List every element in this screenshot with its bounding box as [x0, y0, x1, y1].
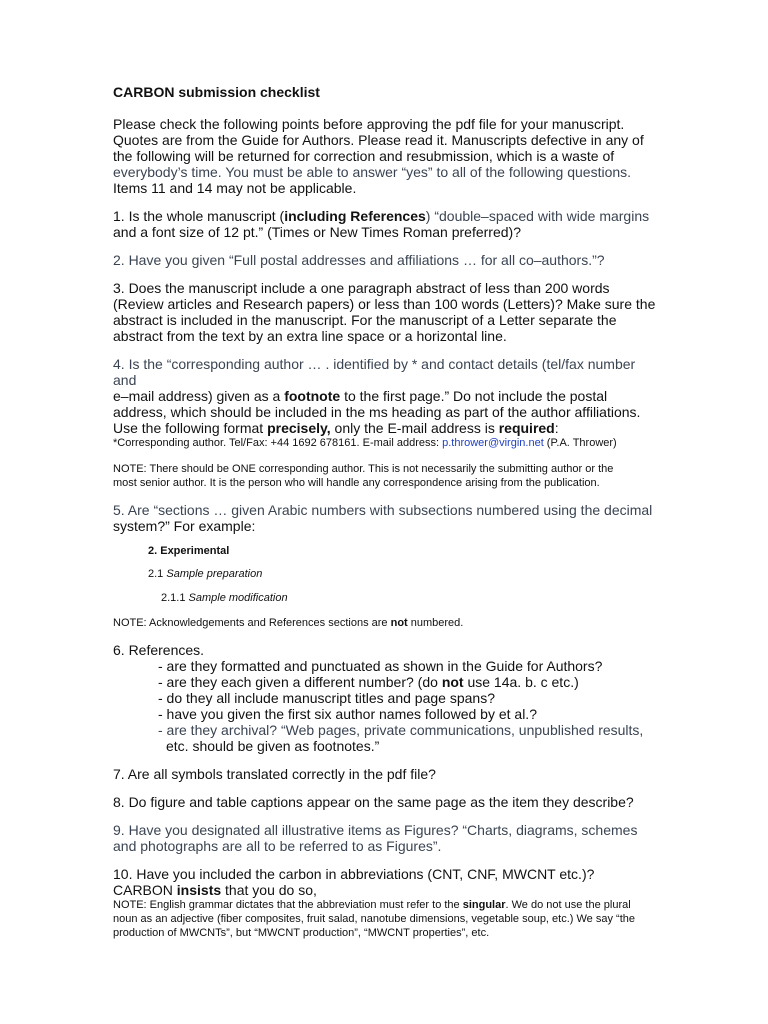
q2-line-1: 2. Have you given “Full postal addresses and affiliations … for all co–authors.”?: [113, 252, 605, 268]
q6-heading: 6. References.: [113, 642, 205, 658]
question-5: [113, 502, 658, 630]
q4-line-4: Use the following format precisely, only the E-mail address is required:: [113, 420, 559, 436]
q3-line: (Review articles and Research papers) or less than 100 words (Letters)? Make sure the: [113, 296, 656, 312]
q10-note-line: noun as an adjective (fiber composites, fruit salad, nanotube dimensions, vegetable soup, etc.) We say “the: [113, 913, 635, 925]
q1-line-2: and a font size of 12 pt.” (Times or New Times Roman preferred)?: [113, 224, 521, 240]
q6-item-continuation: etc. should be given as footnotes.”: [166, 738, 380, 754]
q9-line: 9. Have you designated all illustrative items as Figures? “Charts, diagrams, schemes: [113, 822, 638, 838]
example-section-heading: 2. Experimental: [148, 545, 230, 557]
question-7: [113, 766, 658, 782]
q10-note-line: production of MWCNTs”, but “MWCNT production”, “MWCNT properties”, etc.: [113, 927, 490, 939]
q7-line-1: 7. Are all symbols translated correctly in the pdf file?: [113, 766, 436, 782]
page-title: CARBON submission checklist: [113, 84, 320, 100]
q10-line-2: CARBON insists that you do so,: [113, 882, 317, 898]
intro-line: Quotes are from the Guide for Authors. Please read it. Manuscripts defective in any of: [113, 132, 644, 148]
q3-line: abstract from the text by an extra line space or a horizontal line.: [113, 328, 507, 344]
intro-line: the following will be returned for correction and resubmission, which is a waste of: [113, 148, 615, 164]
q5-note: NOTE: Acknowledgements and References sections are not numbered.: [113, 617, 464, 629]
q3-line: abstract is included in the manuscript. For the manuscript of a Letter separate the: [113, 312, 617, 328]
question-9: [113, 822, 658, 854]
q8-line-1: 8. Do figure and table captions appear on the same page as the item they describe?: [113, 794, 634, 810]
corresponding-author-example: *Corresponding author. Tel/Fax: +44 1692 678161. E-mail address: p.thrower@virgin.net (P.A. Thrower): [113, 437, 617, 449]
q5-line-1: 5. Are “sections … given Arabic numbers with subsections numbered using the decimal: [113, 502, 653, 518]
question-10: [113, 866, 658, 940]
q1-line-1: 1. Is the whole manuscript (including References) “double–spaced with wide margins: [113, 208, 650, 224]
q4-note-line: most senior author. It is the person who will handle any correspondence arising from the publication.: [113, 477, 600, 489]
question-4: [113, 356, 658, 490]
email-link[interactable]: p.thrower@virgin.net: [442, 437, 544, 449]
q6-item: - are they formatted and punctuated as shown in the Guide for Authors?: [158, 658, 603, 674]
intro-line: Please check the following points before approving the pdf file for your manuscript.: [113, 116, 625, 132]
q10-note-line: NOTE: English grammar dictates that the abbreviation must refer to the singular. We do not use the plural: [113, 899, 631, 911]
intro-line: Items 11 and 14 may not be applicable.: [113, 180, 357, 196]
q4-line-1: 4. Is the “corresponding author … . identified by * and contact details (tel/fax number and: [113, 356, 636, 388]
question-2: [113, 252, 658, 268]
q6-item: - are they each given a different number? (do not use 14a. b. c etc.): [158, 674, 579, 690]
q9-line: and photographs are all to be referred to as Figures”.: [113, 838, 442, 854]
question-1: [113, 208, 658, 240]
intro-line: everybody’s time. You must be able to answer “yes” to all of the following questions.: [113, 164, 632, 180]
q4-line-2: e–mail address) given as a footnote to the first page.” Do not include the postal: [113, 388, 608, 404]
example-subsubsection: 2.1.1 Sample modification: [161, 592, 288, 604]
question-8: [113, 794, 658, 810]
q10-line-1: 10. Have you included the carbon in abbreviations (CNT, CNF, MWCNT etc.)?: [113, 866, 595, 882]
q6-item: - are they archival? “Web pages, private communications, unpublished results,: [158, 722, 644, 738]
q5-line-2: system?” For example:: [113, 518, 256, 534]
q4-note-line: NOTE: There should be ONE corresponding author. This is not necessarily the submitting author or the: [113, 463, 614, 475]
q6-item: - have you given the first six author names followed by et al.?: [158, 706, 537, 722]
q3-line: 3. Does the manuscript include a one paragraph abstract of less than 200 words: [113, 280, 610, 296]
example-subsection: 2.1 Sample preparation: [148, 568, 263, 580]
question-6: [113, 642, 658, 754]
checklist-page: [113, 84, 658, 940]
intro-paragraph: [113, 116, 658, 196]
question-3: [113, 280, 658, 344]
q6-item: - do they all include manuscript titles and page spans?: [158, 690, 495, 706]
q4-line-3: address, which should be included in the ms heading as part of the author affiliations.: [113, 404, 641, 420]
